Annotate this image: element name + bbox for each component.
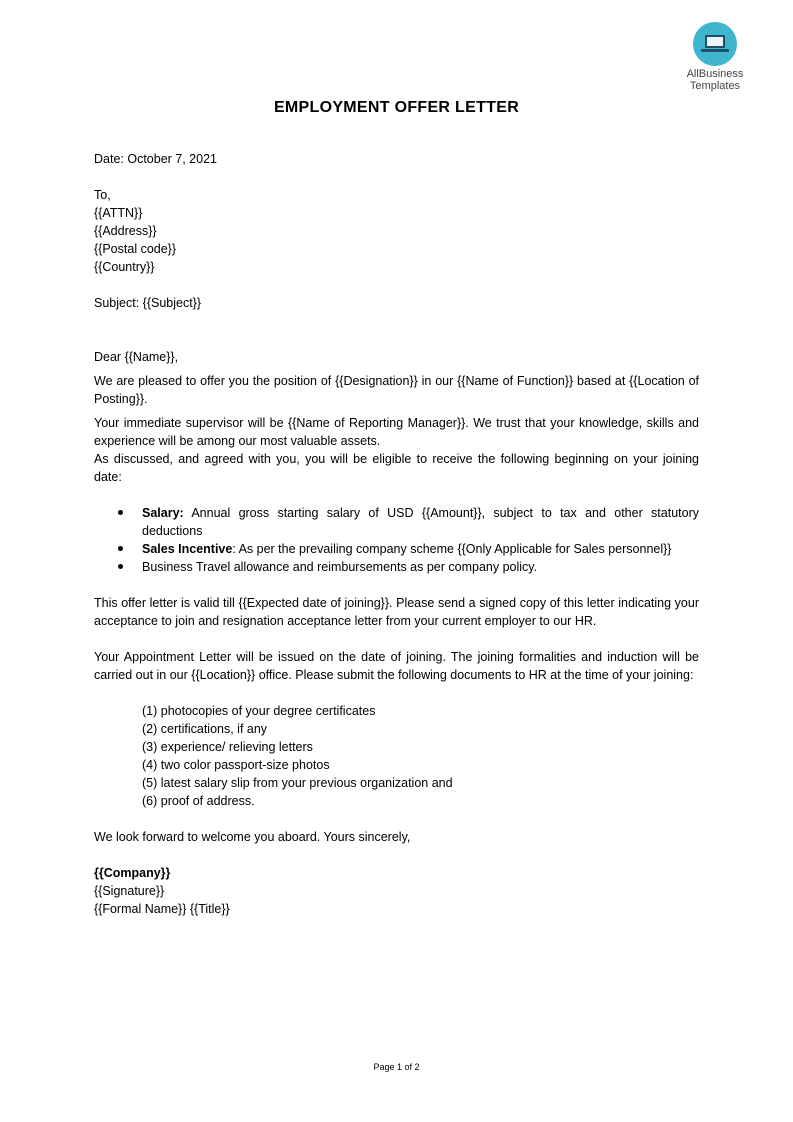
appointment-paragraph: Your Appointment Letter will be issued on the date of joining. The joining formalities and induction will be carried out in our {{Location}} office. Please submit the following documents to HR at the time of your joining: (94, 650, 699, 682)
address-to: To, (94, 188, 111, 202)
allbusiness-templates-logo (680, 22, 750, 92)
address-postal: {{Postal code}} (94, 242, 177, 256)
logo-line-2: Templates (689, 80, 741, 92)
signature-line: {{Signature}} (94, 884, 165, 898)
benefit-text: : As per the prevailing company scheme {{Only Applicable for Sales personnel}} (232, 542, 672, 556)
address-attn: {{ATTN}} (94, 206, 143, 220)
document-item: (6) proof of address. (142, 794, 255, 808)
benefit-sales-incentive (142, 540, 699, 558)
offer-paragraph: We are pleased to offer you the position of {{Designation}} in our {{Name of Function}} based at {{Location of Posting}}. (94, 374, 699, 406)
address-street: {{Address}} (94, 224, 157, 238)
document-item: (2) certifications, if any (142, 722, 268, 736)
closing-line: We look forward to welcome you aboard. Yours sincerely, (94, 830, 411, 844)
letter-body (94, 150, 699, 918)
company-name: {{Company}} (94, 866, 171, 880)
logo-circle (693, 22, 737, 66)
benefit-label: Salary: (142, 506, 184, 520)
benefit-salary (142, 504, 699, 540)
document-item: (5) latest salary slip from your previous organization and (142, 776, 453, 790)
benefit-text: Annual gross starting salary of USD {{Amount}}, subject to tax and other statutory deductions (142, 506, 699, 538)
benefits-list (94, 504, 699, 576)
validity-paragraph: This offer letter is valid till {{Expected date of joining}}. Please send a signed copy of this letter indicating your acceptance to join and resignation acceptance letter from your current employer to our HR. (94, 596, 699, 628)
subject-line: Subject: {{Subject}} (94, 296, 202, 310)
letter-date: Date: October 7, 2021 (94, 152, 217, 166)
logo-line-1: AllBusiness (686, 68, 744, 80)
logo-text (680, 68, 750, 92)
benefit-text: Business Travel allowance and reimbursements as per company policy. (142, 560, 538, 574)
documents-list (94, 702, 699, 810)
signature-company (94, 864, 699, 882)
discussed-paragraph: As discussed, and agreed with you, you will be eligible to receive the following beginning on your joining date: (94, 452, 699, 484)
document-item: (1) photocopies of your degree certificates (142, 704, 376, 718)
document-item: (3) experience/ relieving letters (142, 740, 313, 754)
signature-name-title: {{Formal Name}} {{Title}} (94, 902, 230, 916)
benefit-travel (142, 558, 699, 576)
page-number: Page 1 of 2 (373, 1062, 420, 1072)
address-country: {{Country}} (94, 260, 155, 274)
salutation: Dear {{Name}}, (94, 350, 179, 364)
benefit-label: Sales Incentive (142, 542, 233, 556)
document-title: EMPLOYMENT OFFER LETTER (273, 99, 520, 116)
document-item: (4) two color passport-size photos (142, 758, 330, 772)
supervisor-paragraph: Your immediate supervisor will be {{Name of Reporting Manager}}. We trust that your knowledge, skills and experience will be among our most valuable assets. (94, 416, 699, 448)
